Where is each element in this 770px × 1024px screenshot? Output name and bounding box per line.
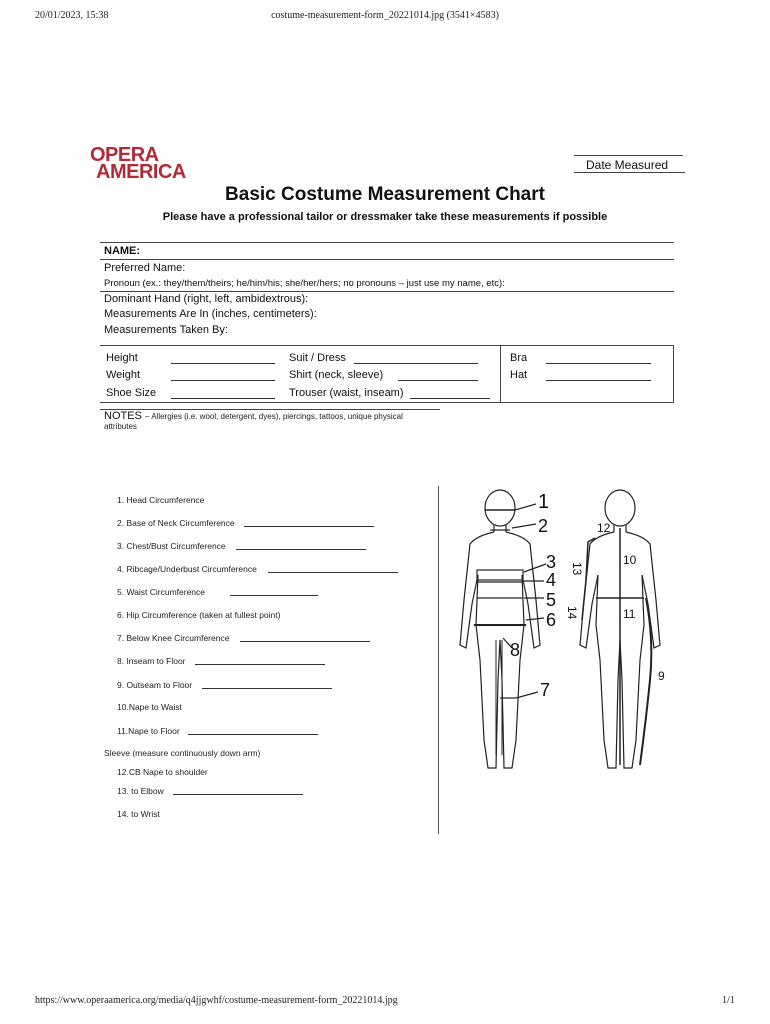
bra-label: Bra — [510, 352, 528, 364]
measure-chest: 3. Chest/Bust Circumference — [117, 541, 226, 551]
notes-description-cont: attributes — [104, 422, 137, 431]
diagram-label-3: 3 — [546, 552, 557, 572]
measure-outseam-blank — [202, 688, 332, 689]
notes-block — [104, 410, 403, 422]
diagram-numbers — [510, 491, 665, 700]
measure-cb-nape-shoulder: 12.CB Nape to shoulder — [117, 767, 208, 777]
info-top-line — [100, 242, 674, 243]
height-label: Height — [106, 352, 138, 364]
weight-blank — [171, 380, 275, 381]
measure-head: 1. Head Circumference — [117, 495, 205, 505]
date-measured-line — [574, 155, 683, 156]
notes-label: NOTES — [104, 410, 142, 422]
measure-to-elbow-blank — [173, 794, 303, 795]
logo-line-2: AMERICA — [96, 161, 186, 183]
diagram-label-13: 13 — [570, 562, 584, 576]
preferred-name-field: Preferred Name: — [104, 262, 186, 274]
diagram-label-5: 5 — [546, 590, 557, 610]
diagram-label-6: 6 — [546, 610, 557, 630]
bra-blank — [546, 363, 651, 364]
trouser-blank — [410, 398, 490, 399]
front-figure — [460, 490, 549, 768]
logo-line-1: OPERA — [90, 144, 159, 166]
print-datetime: 20/01/2023, 15:38 — [35, 10, 109, 21]
body-diagram — [440, 480, 700, 780]
diagram-label-10: 10 — [623, 553, 637, 567]
diagram-label-2: 2 — [538, 516, 549, 536]
diagram-label-11: 11 — [623, 607, 636, 621]
footer-url: https://www.operaamerica.org/media/q4jjgwhf/costume-measurement-form_20221014.jpg — [35, 995, 398, 1006]
measure-waist: 5. Waist Circumference — [117, 587, 206, 597]
trouser-label: Trouser (waist, inseam) — [289, 387, 404, 399]
measure-below-knee-blank — [240, 641, 370, 642]
measure-outseam: 9. Outseam to Floor — [117, 680, 193, 690]
measure-neck-blank — [244, 526, 374, 527]
measure-neck: 2. Base of Neck Circumference — [117, 518, 235, 528]
hat-label: Hat — [510, 369, 528, 381]
date-measured-underline — [574, 172, 685, 173]
diagram-label-8: 8 — [510, 640, 521, 660]
date-measured-label: Date Measured — [586, 158, 669, 172]
measure-hip: 6. Hip Circumference (taken at fullest point) — [117, 610, 281, 620]
dominant-hand-field: Dominant Hand (right, left, ambidextrous): — [104, 293, 309, 305]
diagram-label-12: 12 — [597, 521, 611, 535]
sizes-divider — [500, 345, 501, 403]
pronoun-line — [100, 291, 674, 292]
shoe-size-label: Shoe Size — [106, 387, 157, 399]
sizes-top-line — [100, 345, 674, 346]
notes-description: – Allergies (i.e. wool, detergent, dyes), piercings, tattoos, unique physical — [144, 412, 403, 421]
sizes-right-border — [673, 345, 674, 403]
footer-page-number: 1/1 — [722, 995, 735, 1006]
measure-inseam: 8. Inseam to Floor — [117, 656, 186, 666]
suit-dress-label: Suit / Dress — [289, 352, 346, 364]
measure-nape-floor-blank — [188, 734, 318, 735]
diagram-label-7: 7 — [540, 680, 551, 700]
sizes-bottom-line — [100, 402, 674, 403]
measure-inseam-blank — [195, 664, 325, 665]
measure-ribcage-blank — [268, 572, 398, 573]
units-field: Measurements Are In (inches, centimeters): — [104, 308, 317, 320]
opera-america-logo — [90, 144, 186, 183]
back-figure — [580, 490, 660, 768]
diagram-label-1: 1 — [538, 491, 550, 513]
hat-blank — [546, 380, 651, 381]
name-line — [100, 259, 674, 260]
measure-nape-floor: 11.Nape to Floor — [117, 726, 180, 736]
pronoun-field: Pronoun (ex.: they/them/theirs; he/him/his; she/her/hers; no pronouns – just use my name, etc): — [104, 278, 505, 289]
measure-to-wrist: 14. to Wrist — [117, 809, 160, 819]
print-doc-title: costume-measurement-form_20221014.jpg (3541×4583) — [271, 10, 499, 21]
name-field: NAME: — [104, 245, 141, 257]
weight-label: Weight — [106, 369, 141, 381]
diagram-label-9: 9 — [658, 669, 665, 683]
taken-by-field: Measurements Taken By: — [104, 324, 228, 336]
shirt-blank — [398, 380, 478, 381]
measure-below-knee: 7. Below Knee Circumference — [117, 633, 230, 643]
measure-ribcage: 4. Ribcage/Underbust Circumference — [117, 564, 257, 574]
section-divider — [438, 486, 439, 834]
page-subtitle: Please have a professional tailor or dressmaker take these measurements if possible — [162, 211, 608, 223]
shoe-size-blank — [171, 398, 275, 399]
measure-to-elbow: 13. to Elbow — [117, 786, 164, 796]
measure-chest-blank — [236, 549, 366, 550]
shirt-label: Shirt (neck, sleeve) — [289, 369, 384, 381]
measure-nape-waist: 10.Nape to Waist — [117, 702, 182, 712]
measure-waist-blank — [230, 595, 318, 596]
height-blank — [171, 363, 275, 364]
sleeve-heading: Sleeve (measure continuously down arm) — [104, 748, 261, 758]
diagram-label-14: 14 — [565, 606, 579, 620]
suit-dress-blank — [354, 363, 478, 364]
page-title: Basic Costume Measurement Chart — [225, 184, 545, 205]
diagram-label-4: 4 — [546, 570, 557, 590]
